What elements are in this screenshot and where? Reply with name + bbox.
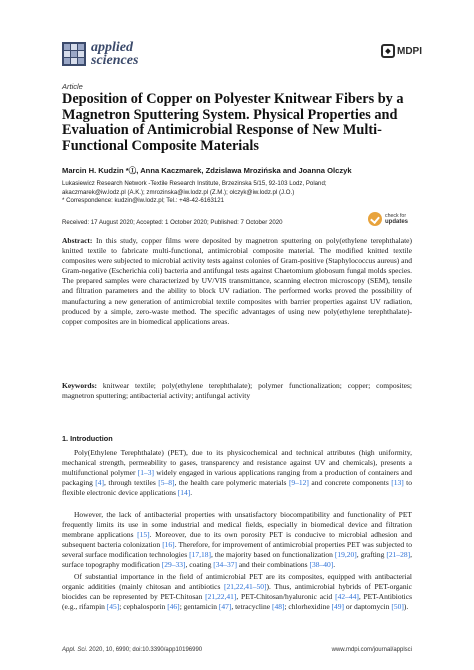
author-list[interactable]: Marcin H. Kudzin *Ⓘ, Anna Kaczmarek, Zdzislawa Mrozińska and Joanna Olczyk (62, 166, 352, 175)
citation-link[interactable]: [38–40] (309, 560, 334, 569)
abstract-label: Abstract: (62, 236, 93, 245)
citation-link[interactable]: [17,18] (189, 550, 212, 559)
journal-logo[interactable] (62, 41, 138, 67)
abstract-text: In this study, copper films were deposited by magnetron sputtering on poly(ethylene terephthalate) knitted textile to fabricate multi-functional, antimicrobial composite material. The modified knitted textile composites were subjected to microbial activity tests against colonies of Gram-positive (Staphylococcus aureus) and Gram-negative (Escherichia coli) bacteria and antifungal tests against Chaetomium globosum fungal molds species. The prepared samples were characterized by UV/VIS transmittance, scanning electron microscopy (SEM), tensile and filtration parameters and the ability to block UV radiation. The performed works proved the possibility of manufacturing a new generation of antimicrobial textile composites with barrier properties against UV radiation, produced by a simple, zero-waste method. The specific advantages of using new poly(ethylene terephthalate)-copper composites are in biomedical applications areas. (62, 236, 412, 326)
keywords-text: knitwear textile; poly(ethylene terephthalate); polymer functionalization; copper; composites; magnetron sputtering; antibacterial activity; antifungal activity (62, 381, 413, 401)
citation-link[interactable]: [34–37] (213, 560, 237, 569)
article-title: Deposition of Copper on Polyester Knitwear Fibers by a Magnetron Sputtering System. Physical Properties and Evaluation of Antimicrobial Response of New Multi-Functional Composite Materials (62, 91, 404, 155)
correspondence-line[interactable]: * Correspondence: kudzin@iw.lodz.pl; Tel.: +48-42-6163121 (62, 197, 225, 205)
updates-text: check for updates (385, 213, 409, 225)
section-heading: 1. Introduction (62, 434, 113, 443)
publisher-logo[interactable] (381, 44, 422, 58)
citation-link[interactable]: [14] (177, 488, 191, 497)
abstract (62, 236, 412, 327)
citation-link[interactable]: [13] (391, 478, 404, 487)
citation-link[interactable]: [5–8] (158, 478, 175, 487)
citation-link[interactable]: [21,22,41] (205, 592, 237, 601)
citation-link[interactable]: [46] (167, 602, 180, 611)
citation-link[interactable]: [47] (218, 602, 232, 611)
check-for-updates-badge[interactable] (368, 212, 408, 226)
email-line[interactable]: akaczmarek@iw.lodz.pl (A.K.); zmrozinska@iw.lodz.pl (Z.M.); olczyk@iw.lodz.pl (J.O.) (62, 188, 295, 196)
affiliation (62, 180, 362, 206)
journal-url[interactable]: www.mdpi.com/journal/applsci (331, 647, 412, 653)
citation-link[interactable]: [49] (331, 602, 345, 611)
citation-link[interactable]: [9–12] (288, 478, 309, 487)
journal-name: applied sciences (91, 40, 139, 68)
keywords (62, 381, 412, 401)
citation-link[interactable]: [48] (271, 602, 285, 611)
publisher-name: MDPI (397, 45, 422, 57)
citation-link[interactable]: [15] (137, 530, 150, 539)
citation-link[interactable]: [1–3] (137, 468, 155, 477)
citation-link[interactable]: [21–28] (386, 550, 411, 559)
page-footer (62, 647, 412, 653)
publication-dates: Received: 17 August 2020; Accepted: 1 October 2020; Published: 7 October 2020 (62, 219, 283, 226)
citation-link[interactable]: [29–33] (161, 560, 186, 569)
citation-link[interactable]: [45] (106, 602, 120, 611)
journal-icon (62, 42, 86, 66)
article-type: Article (62, 82, 83, 91)
paragraph: However, the lack of antibacterial properties with unsatisfactory biocompatibility and functionality of PET frequently limits its use in some industrial and medical fields, especially in biomedical device and filtration membrane applications [15]. Moreover, due to its own porosity PET is conducive to microbial adhesion and subsequent bacteria colonization [16]. Therefore, for improvement of antimicrobial properties PET was subjected to several surface modification technologies [17,18], the majority based on functionalization [19,20], grafting [21–28], surface topography modification [29–33], coating [34–37] and their combinations [38–40]. (62, 510, 412, 569)
citation-link[interactable]: [16] (162, 540, 175, 549)
citation-link[interactable]: [50] (391, 602, 404, 611)
keywords-label: Keywords: (62, 381, 97, 390)
citation-link[interactable]: [4] (95, 478, 105, 487)
citation-link[interactable]: [21,22,41–50] (224, 582, 267, 591)
citation-link[interactable]: [42–44] (335, 592, 359, 601)
citation-footer: Appl. Sci. 2020, 10, 6990; doi:10.3390/app10196990 (62, 647, 203, 653)
paragraph: Poly(Ethylene Terephthalate) (PET), due to its physicochemical and technical attributes (high uniformity, mechanical strength, permeability to gases, transparency and resistance against UV and chemicals), presents a multifunctional polymer [1–3] widely engaged in various applications ranging from a production of containers and packaging [4], through textiles [5–8], the health care polymeric materials [9–12] and concrete components [13] to flexible electronic device applications [14]. (62, 448, 412, 497)
affiliation-line: Lukasiewicz Research Network -Textile Research Institute, Brzezinska 5/15, 92-103 Lodz, Poland; (62, 180, 327, 187)
check-updates-icon (368, 212, 382, 226)
paragraph: Of substantial importance in the field of antimicrobial PET are its composites, equipped with antibacterial organic additities (mainly chitosan and antibiotics [21,22,41–50]). Thus, antimicrobial hybrids of PET-organic biocides can be represented by PET-Chitosan [21,22,41], PET-Chitosan/hyaluronic acid [42–44], PET-Antibiotics (e.g., rifampin [45]; cephalosporin [46]; gentamicin [47], tetracycline [48]; chlorhexidine [49] or daptomycin [50]). (62, 572, 412, 611)
citation-link[interactable]: [19,20] (334, 550, 357, 559)
mdpi-icon: ◆ (381, 44, 395, 58)
